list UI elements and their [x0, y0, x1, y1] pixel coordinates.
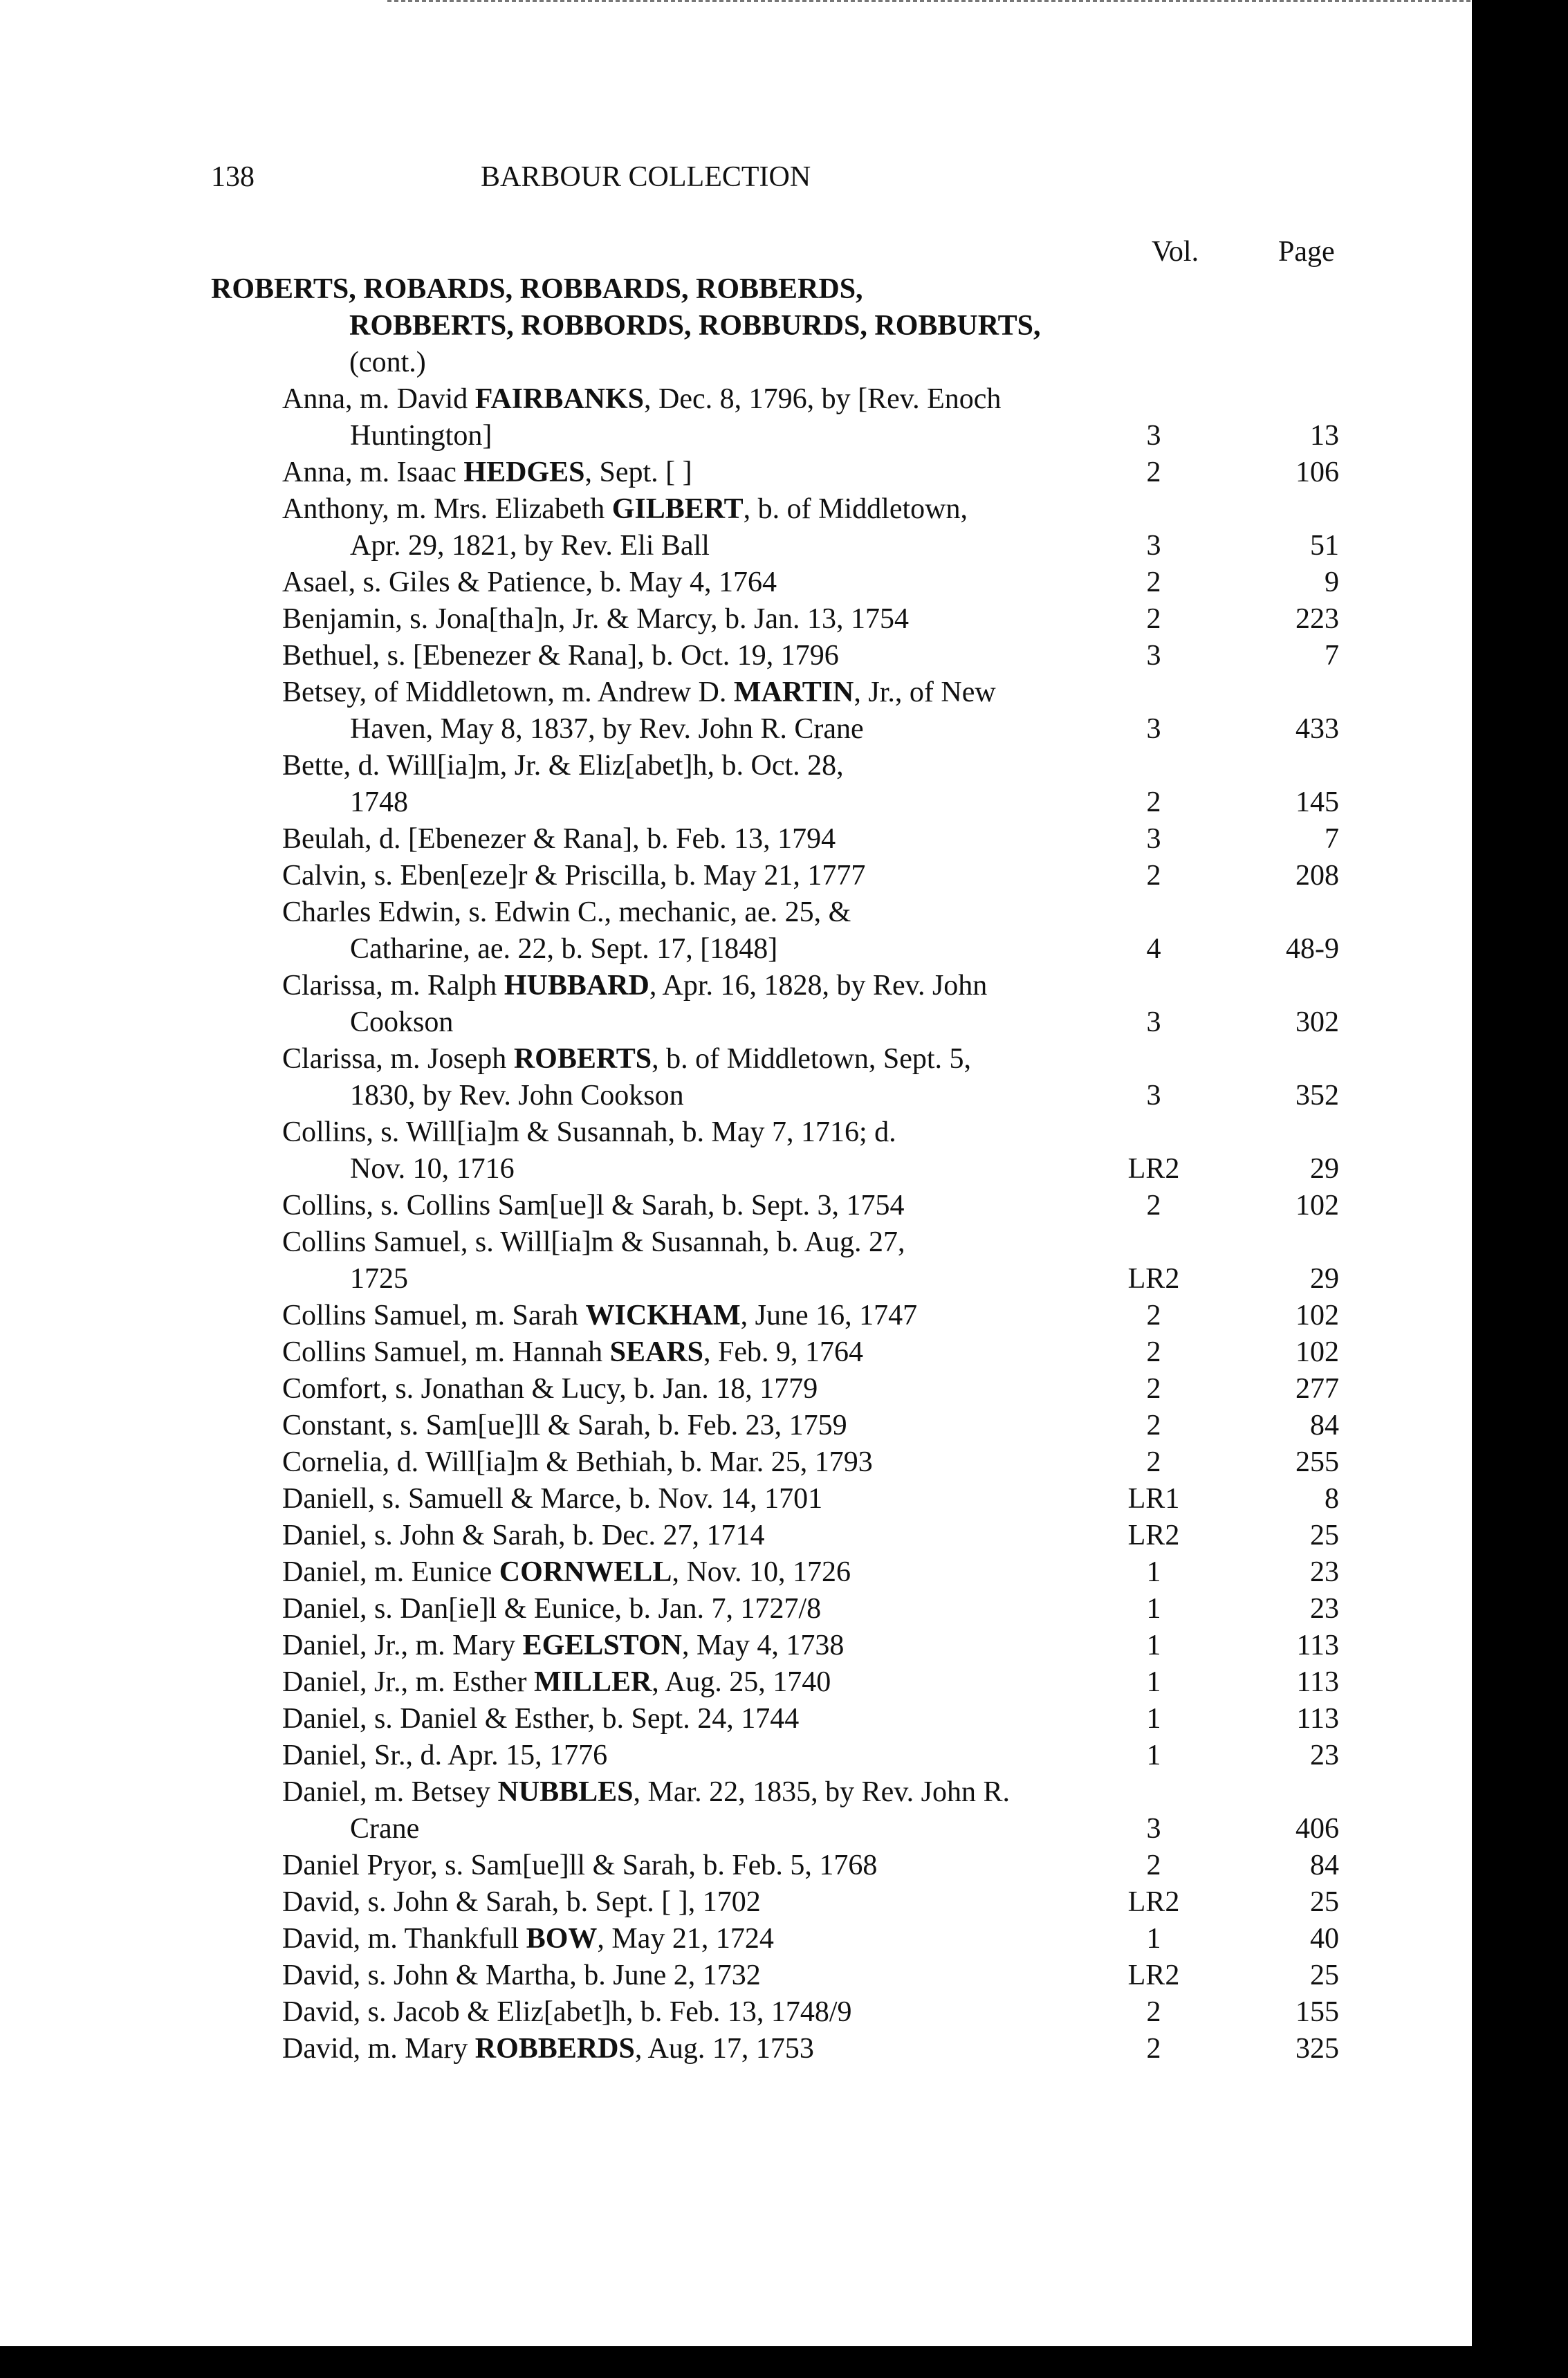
spouse-surname: BOW — [526, 1923, 598, 1955]
entry-row — [0, 1701, 1472, 1738]
entry-text-segment: Beulah, d. [Ebenezer & Rana], b. Feb. 13, 1794 — [282, 823, 836, 855]
spouse-surname: MILLER — [533, 1666, 652, 1698]
entry-text — [282, 1334, 1071, 1371]
entry-page: 155 — [1295, 1996, 1339, 2028]
entry-text-segment: Cookson — [350, 1006, 454, 1038]
entry-row — [0, 601, 1472, 638]
spouse-surname: ROBERTS — [513, 1043, 652, 1075]
entry-vol: 4 — [1146, 933, 1161, 965]
entry-vol: 3 — [1146, 1080, 1161, 1112]
entry-line — [282, 1371, 1071, 1408]
entry-page: 13 — [1310, 420, 1339, 452]
entry-text-segment: , Aug. 25, 1740 — [652, 1666, 831, 1698]
spouse-surname: SEARS — [609, 1336, 704, 1368]
entry-line — [282, 1628, 1071, 1664]
entry-row — [0, 858, 1472, 894]
entry-vol: 1 — [1146, 1556, 1161, 1588]
entry-text-segment: , Sept. [ ] — [584, 457, 692, 488]
entry-text — [282, 968, 1071, 1041]
entry-text-segment: , b. of Middletown, Sept. 5, — [652, 1043, 972, 1075]
entry-line — [282, 1224, 1071, 1261]
entry-text-segment: Collins Samuel, m. Sarah — [282, 1300, 586, 1331]
entry-text — [282, 564, 1071, 601]
entry-text — [282, 1444, 1071, 1481]
entry-page: 223 — [1295, 603, 1339, 635]
entry-page: 277 — [1295, 1373, 1339, 1405]
entry-row — [0, 381, 1472, 454]
entry-vol: 3 — [1146, 713, 1161, 745]
entry-text-segment: Collins Samuel, m. Hannah — [282, 1336, 610, 1368]
entry-line — [282, 1298, 1071, 1334]
spouse-surname: NUBBLES — [497, 1776, 634, 1808]
column-header-vol: Vol. — [1152, 236, 1199, 268]
entry-vol: LR2 — [1127, 1960, 1180, 1991]
entry-page: 9 — [1325, 566, 1339, 598]
entry-text-segment: Collins, s. Collins Sam[ue]l & Sarah, b. Sept. 3, 1754 — [282, 1190, 905, 1222]
entry-line — [282, 1884, 1071, 1921]
entry-row — [0, 1847, 1472, 1884]
entry-text — [282, 1847, 1071, 1884]
entry-row — [0, 1957, 1472, 1994]
entry-text — [282, 821, 1071, 858]
entry-vol: 3 — [1146, 823, 1161, 855]
entry-text-segment: Apr. 29, 1821, by Rev. Eli Ball — [350, 530, 710, 562]
entry-text-segment: , Jr., of New — [854, 676, 996, 708]
entry-vol: 1 — [1146, 1923, 1161, 1955]
entry-vol: 1 — [1146, 1630, 1161, 1661]
entry-line — [282, 1921, 1071, 1957]
entry-text-segment: , May 4, 1738 — [681, 1630, 845, 1661]
entry-line — [282, 1518, 1071, 1554]
entry-text — [282, 748, 1071, 821]
entry-text-segment: , Nov. 10, 1726 — [672, 1556, 851, 1588]
entry-row — [0, 1041, 1472, 1114]
entry-text-segment: Collins, s. Will[ia]m & Susannah, b. May 7, 1716; d. — [282, 1116, 896, 1148]
entry-continuation-line — [282, 528, 1071, 564]
entry-text — [282, 381, 1071, 454]
entry-page: 113 — [1296, 1703, 1339, 1735]
running-head: BARBOUR COLLECTION — [481, 161, 811, 193]
entry-text — [282, 1774, 1071, 1847]
entry-line — [282, 821, 1071, 858]
entry-vol: 2 — [1146, 1336, 1161, 1368]
entry-page: 23 — [1310, 1556, 1339, 1588]
entry-text-segment: Constant, s. Sam[ue]ll & Sarah, b. Feb. 23, 1759 — [282, 1410, 847, 1441]
entry-row — [0, 1994, 1472, 2031]
entry-row — [0, 1188, 1472, 1224]
entry-text-segment: , June 16, 1747 — [740, 1300, 918, 1331]
entry-text — [282, 1408, 1071, 1444]
entry-text — [282, 1884, 1071, 1921]
entry-row — [0, 894, 1472, 968]
entry-line — [282, 1591, 1071, 1628]
entry-line — [282, 1554, 1071, 1591]
entry-line — [282, 1957, 1071, 1994]
entry-vol: 1 — [1146, 1740, 1161, 1771]
entry-page: 433 — [1295, 713, 1339, 745]
entry-vol: 2 — [1146, 1850, 1161, 1881]
entry-text-segment: 1748 — [350, 786, 408, 818]
spouse-surname: WICKHAM — [585, 1300, 741, 1331]
entry-vol: 3 — [1146, 1813, 1161, 1845]
entry-line — [282, 1041, 1071, 1078]
spouse-surname: HUBBARD — [504, 970, 649, 1002]
entry-text-segment: David, m. Mary — [282, 2033, 475, 2065]
entry-line — [282, 491, 1071, 528]
entry-row — [0, 1114, 1472, 1188]
entry-text — [282, 1188, 1071, 1224]
entry-text-segment: Daniel, m. Eunice — [282, 1556, 499, 1588]
entry-vol: 3 — [1146, 530, 1161, 562]
entry-row — [0, 491, 1472, 564]
entry-text — [282, 638, 1071, 674]
entry-page: 302 — [1295, 1006, 1339, 1038]
entry-line — [282, 1774, 1071, 1811]
surname-heading — [211, 271, 1040, 381]
entry-text-segment: Benjamin, s. Jona[tha]n, Jr. & Marcy, b. Jan. 13, 1754 — [282, 603, 909, 635]
entry-vol: 3 — [1146, 1006, 1161, 1038]
entry-text-segment: Anna, m. David — [282, 383, 475, 415]
column-header-page: Page — [1278, 236, 1335, 268]
entry-text-segment: , Dec. 8, 1796, by [Rev. Enoch — [644, 383, 1002, 415]
entry-vol: LR2 — [1127, 1520, 1180, 1551]
entry-text — [282, 1957, 1071, 1994]
entry-row — [0, 821, 1472, 858]
entry-text-segment: Catharine, ae. 22, b. Sept. 17, [1848] — [350, 933, 778, 965]
entry-text-segment: Daniel Pryor, s. Sam[ue]ll & Sarah, b. Feb. 5, 1768 — [282, 1850, 878, 1881]
entry-text-segment: Crane — [350, 1813, 420, 1845]
entry-vol: LR2 — [1127, 1886, 1180, 1918]
entry-line — [282, 1408, 1071, 1444]
entry-line — [282, 1444, 1071, 1481]
surname-line-2: ROBBERTS, ROBBORDS, ROBBURDS, ROBBURTS, — [349, 310, 1041, 342]
entry-page: 25 — [1310, 1520, 1339, 1551]
entry-continuation-line — [282, 711, 1071, 748]
entry-text-segment: Clarissa, m. Ralph — [282, 970, 504, 1002]
entry-vol: LR1 — [1127, 1483, 1180, 1515]
entry-text — [282, 1041, 1071, 1114]
entry-vol: 1 — [1146, 1666, 1161, 1698]
entry-text-segment: 1725 — [350, 1263, 408, 1295]
entry-row — [0, 1298, 1472, 1334]
entry-text-segment: Bette, d. Will[ia]m, Jr. & Eliz[abet]h, b. Oct. 28, — [282, 750, 844, 782]
entry-vol: 2 — [1146, 1446, 1161, 1478]
entry-text — [282, 1554, 1071, 1591]
entry-row — [0, 1481, 1472, 1518]
entry-row — [0, 1774, 1472, 1847]
entry-line — [282, 564, 1071, 601]
entry-text — [282, 1591, 1071, 1628]
entry-line — [282, 1664, 1071, 1701]
entry-line — [282, 381, 1071, 418]
entry-page: 8 — [1325, 1483, 1339, 1515]
entry-text-segment: David, s. John & Sarah, b. Sept. [ ], 1702 — [282, 1886, 761, 1918]
entry-text-segment: Calvin, s. Eben[eze]r & Priscilla, b. May 21, 1777 — [282, 860, 866, 892]
entry-text-segment: Huntington] — [350, 420, 492, 452]
entry-vol: 2 — [1146, 1373, 1161, 1405]
entry-page: 7 — [1325, 640, 1339, 672]
entry-line — [282, 1847, 1071, 1884]
scan-edge-line — [387, 0, 1472, 2]
spouse-surname: FAIRBANKS — [474, 383, 645, 415]
entry-text-segment: David, s. John & Martha, b. June 2, 1732 — [282, 1960, 761, 1991]
entry-text-segment: Nov. 10, 1716 — [350, 1153, 515, 1185]
entry-vol: 1 — [1146, 1703, 1161, 1735]
entry-page: 29 — [1310, 1153, 1339, 1185]
entry-continuation-line — [282, 418, 1071, 454]
entry-vol: 2 — [1146, 457, 1161, 488]
entry-text — [282, 1628, 1071, 1664]
entry-text-segment: Cornelia, d. Will[ia]m & Bethiah, b. Mar. 25, 1793 — [282, 1446, 873, 1478]
entry-page: 25 — [1310, 1886, 1339, 1918]
entry-row — [0, 1664, 1472, 1701]
entry-page: 7 — [1325, 823, 1339, 855]
entry-text-segment: , May 21, 1724 — [597, 1923, 774, 1955]
entry-text — [282, 1994, 1071, 2031]
entry-text — [282, 454, 1071, 491]
entry-text — [282, 1371, 1071, 1408]
entry-text-segment: Charles Edwin, s. Edwin C., mechanic, ae. 25, & — [282, 896, 851, 928]
entry-text — [282, 1921, 1071, 1957]
entry-text — [282, 601, 1071, 638]
entry-line — [282, 1738, 1071, 1774]
entry-page: 102 — [1295, 1300, 1339, 1331]
entry-text — [282, 491, 1071, 564]
entry-continuation-line — [282, 1004, 1071, 1041]
entry-row — [0, 2031, 1472, 2067]
entry-text-segment: Betsey, of Middletown, m. Andrew D. — [282, 676, 734, 708]
entry-text-segment: Daniel, Jr., m. Esther — [282, 1666, 534, 1698]
entry-text-segment: , Mar. 22, 1835, by Rev. John R. — [633, 1776, 1010, 1808]
entry-text — [282, 1664, 1071, 1701]
entry-page: 113 — [1296, 1666, 1339, 1698]
entry-page: 102 — [1295, 1336, 1339, 1368]
entry-text — [282, 1298, 1071, 1334]
entry-text — [282, 2031, 1071, 2067]
entry-page: 51 — [1310, 530, 1339, 562]
entry-vol: 1 — [1146, 1593, 1161, 1625]
entry-row — [0, 968, 1472, 1041]
entry-text — [282, 1114, 1071, 1188]
surname-cont: (cont.) — [349, 347, 426, 378]
entry-vol: 2 — [1146, 603, 1161, 635]
entry-line — [282, 638, 1071, 674]
entry-vol: 2 — [1146, 1190, 1161, 1222]
spouse-surname: HEDGES — [463, 457, 585, 488]
spouse-surname: CORNWELL — [499, 1556, 672, 1588]
entry-page: 208 — [1295, 860, 1339, 892]
entry-line — [282, 968, 1071, 1004]
entry-row — [0, 1408, 1472, 1444]
entry-page: 406 — [1295, 1813, 1339, 1845]
entry-row — [0, 1371, 1472, 1408]
entry-vol: 2 — [1146, 566, 1161, 598]
page-number: 138 — [211, 161, 255, 193]
entry-text — [282, 1701, 1071, 1738]
entry-text-segment: , Apr. 16, 1828, by Rev. John — [649, 970, 988, 1002]
entry-row — [0, 1224, 1472, 1298]
entry-vol: 3 — [1146, 420, 1161, 452]
entry-row — [0, 1738, 1472, 1774]
entry-vol: 3 — [1146, 640, 1161, 672]
surname-line-1: ROBERTS, ROBARDS, ROBBARDS, ROBBERDS, — [211, 273, 863, 305]
entry-row — [0, 1628, 1472, 1664]
entry-page: 325 — [1295, 2033, 1339, 2065]
spouse-surname: GILBERT — [611, 493, 744, 525]
entry-page: 23 — [1310, 1593, 1339, 1625]
entry-text-segment: Daniell, s. Samuell & Marce, b. Nov. 14, 1701 — [282, 1483, 823, 1515]
entry-line — [282, 1701, 1071, 1738]
entry-page: 84 — [1310, 1850, 1339, 1881]
entry-line — [282, 858, 1071, 894]
entry-row — [0, 638, 1472, 674]
entry-line — [282, 1188, 1071, 1224]
entry-text-segment: 1830, by Rev. John Cookson — [350, 1080, 684, 1112]
entry-page: 23 — [1310, 1740, 1339, 1771]
entry-page: 29 — [1310, 1263, 1339, 1295]
entry-page: 25 — [1310, 1960, 1339, 1991]
entry-line — [282, 674, 1071, 711]
entry-vol: 2 — [1146, 786, 1161, 818]
entry-page: 40 — [1310, 1923, 1339, 1955]
entry-text-segment: Daniel, s. Dan[ie]l & Eunice, b. Jan. 7, 1727/8 — [282, 1593, 822, 1625]
entry-row — [0, 454, 1472, 491]
entry-continuation-line — [282, 1151, 1071, 1188]
entry-vol: 2 — [1146, 1996, 1161, 2028]
entry-text-segment: Daniel, s. John & Sarah, b. Dec. 27, 1714 — [282, 1520, 765, 1551]
entry-line — [282, 894, 1071, 931]
entry-continuation-line — [282, 1078, 1071, 1114]
entry-row — [0, 1518, 1472, 1554]
entry-text — [282, 858, 1071, 894]
entry-text — [282, 894, 1071, 968]
entry-page: 145 — [1295, 786, 1339, 818]
entry-row — [0, 748, 1472, 821]
entry-page: 48-9 — [1286, 933, 1339, 965]
entry-vol: 2 — [1146, 1410, 1161, 1441]
entry-line — [282, 454, 1071, 491]
entry-text-segment: David, s. Jacob & Eliz[abet]h, b. Feb. 13, 1748/9 — [282, 1996, 852, 2028]
entry-text-segment: Bethuel, s. [Ebenezer & Rana], b. Oct. 19, 1796 — [282, 640, 839, 672]
entry-vol: 2 — [1146, 860, 1161, 892]
entry-line — [282, 1114, 1071, 1151]
entry-text-segment: Daniel, s. Daniel & Esther, b. Sept. 24, 1744 — [282, 1703, 800, 1735]
entry-line — [282, 2031, 1071, 2067]
entry-list — [0, 381, 1472, 2067]
entry-line — [282, 748, 1071, 784]
entry-text-segment: , Aug. 17, 1753 — [634, 2033, 814, 2065]
entry-page: 113 — [1296, 1630, 1339, 1661]
entry-page: 106 — [1295, 457, 1339, 488]
entry-continuation-line — [282, 1261, 1071, 1298]
entry-text-segment: , b. of Middletown, — [743, 493, 968, 525]
entry-row — [0, 1884, 1472, 1921]
entry-row — [0, 1334, 1472, 1371]
spouse-surname: MARTIN — [733, 676, 854, 708]
entry-vol: LR2 — [1127, 1153, 1180, 1185]
entry-vol: 2 — [1146, 1300, 1161, 1331]
entry-continuation-line — [282, 931, 1071, 968]
entry-line — [282, 1481, 1071, 1518]
entry-text — [282, 674, 1071, 748]
entry-text-segment: Anna, m. Isaac — [282, 457, 464, 488]
entry-row — [0, 1591, 1472, 1628]
entry-line — [282, 1334, 1071, 1371]
entry-vol: 2 — [1146, 2033, 1161, 2065]
entry-line — [282, 1994, 1071, 2031]
entry-line — [282, 601, 1071, 638]
entry-row — [0, 674, 1472, 748]
entry-row — [0, 1444, 1472, 1481]
entry-vol: LR2 — [1127, 1263, 1180, 1295]
entry-text-segment: Daniel, Sr., d. Apr. 15, 1776 — [282, 1740, 608, 1771]
entry-text-segment: Comfort, s. Jonathan & Lucy, b. Jan. 18, 1779 — [282, 1373, 818, 1405]
entry-text-segment: Collins Samuel, s. Will[ia]m & Susannah, b. Aug. 27, — [282, 1226, 905, 1258]
entry-page: 352 — [1295, 1080, 1339, 1112]
entry-page: 255 — [1295, 1446, 1339, 1478]
entry-continuation-line — [282, 1811, 1071, 1847]
entry-text — [282, 1518, 1071, 1554]
entry-text-segment: David, m. Thankfull — [282, 1923, 526, 1955]
entry-text-segment: Haven, May 8, 1837, by Rev. John R. Crane — [350, 713, 864, 745]
spouse-surname: EGELSTON — [522, 1630, 682, 1661]
entry-page: 102 — [1295, 1190, 1339, 1222]
entry-text-segment: Clarissa, m. Joseph — [282, 1043, 514, 1075]
spouse-surname: ROBBERDS — [474, 2033, 635, 2065]
entry-row — [0, 1554, 1472, 1591]
entry-text-segment: Asael, s. Giles & Patience, b. May 4, 1764 — [282, 566, 777, 598]
entry-text-segment: Daniel, m. Betsey — [282, 1776, 498, 1808]
entry-text — [282, 1224, 1071, 1298]
entry-page: 84 — [1310, 1410, 1339, 1441]
entry-text — [282, 1738, 1071, 1774]
entry-row — [0, 1921, 1472, 1957]
entry-text — [282, 1481, 1071, 1518]
entry-continuation-line — [282, 784, 1071, 821]
entry-text-segment: Anthony, m. Mrs. Elizabeth — [282, 493, 612, 525]
entry-text-segment: , Feb. 9, 1764 — [703, 1336, 864, 1368]
entry-row — [0, 564, 1472, 601]
entry-text-segment: Daniel, Jr., m. Mary — [282, 1630, 523, 1661]
